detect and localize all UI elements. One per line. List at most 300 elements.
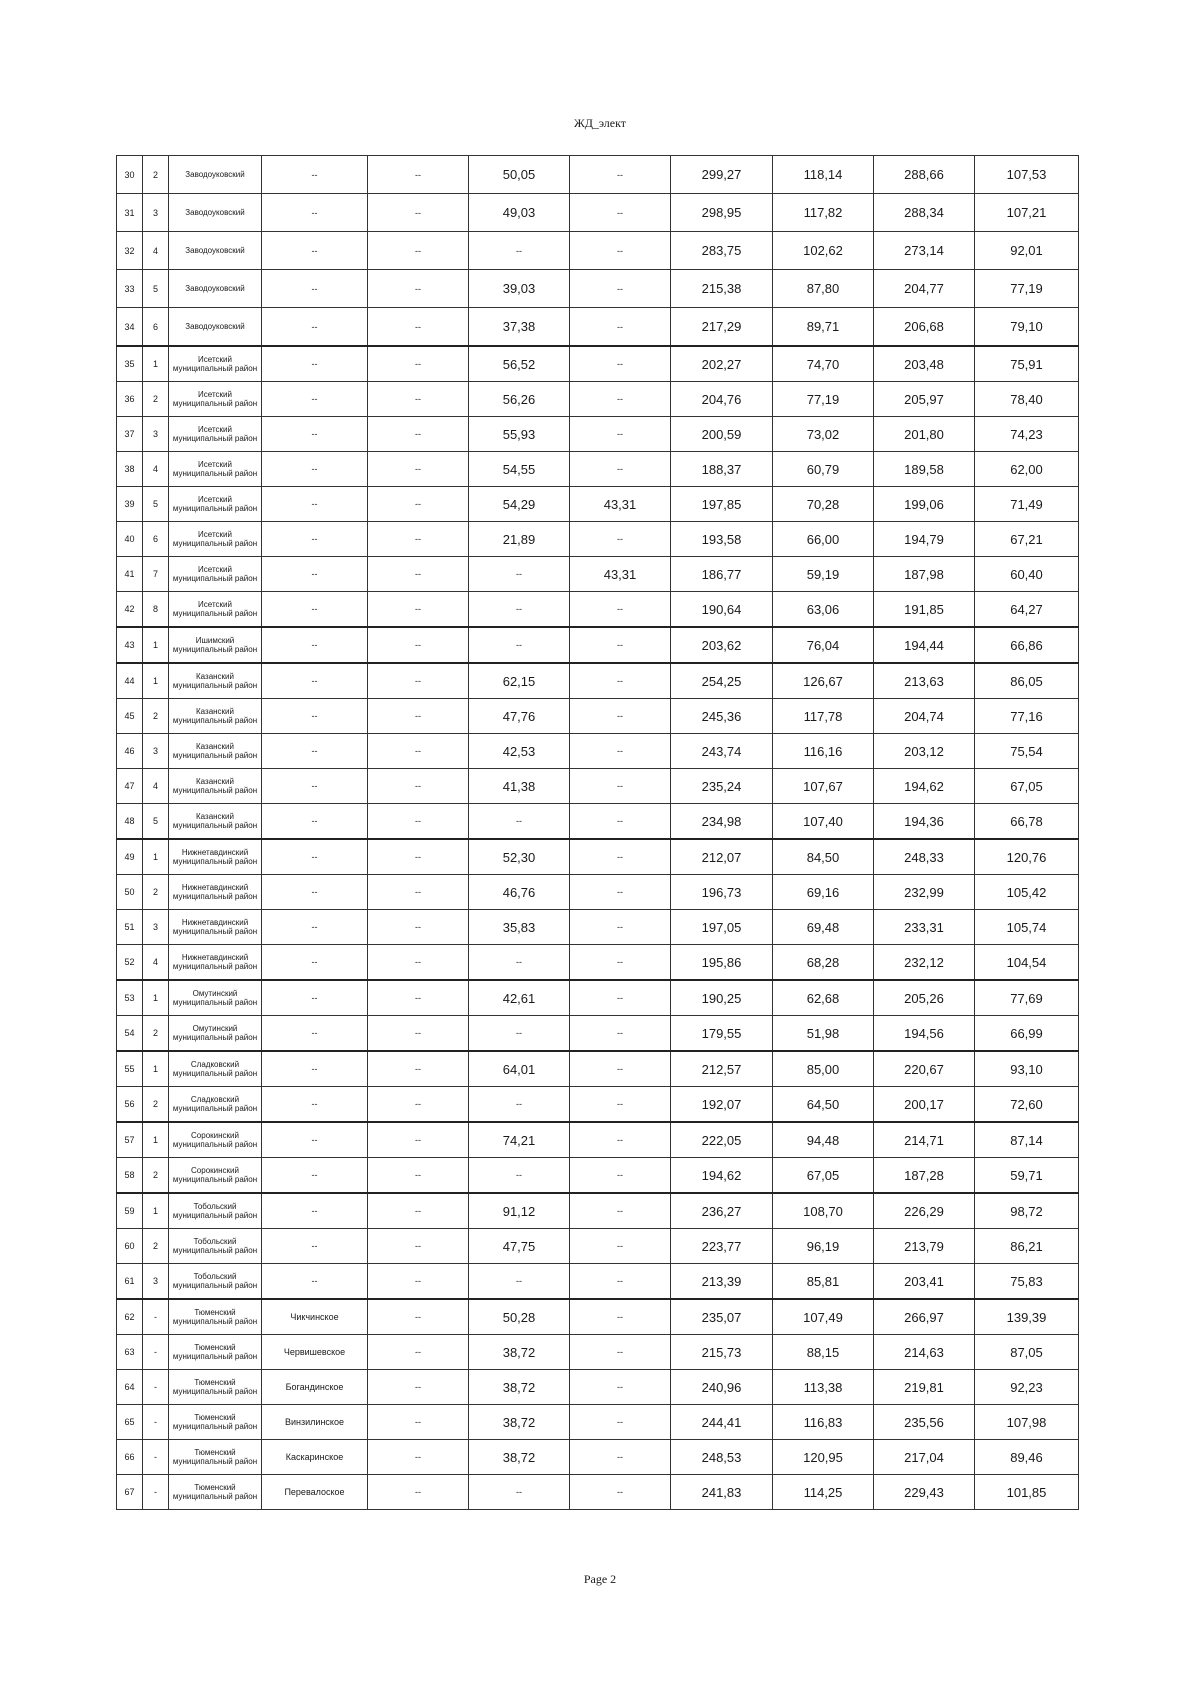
value-col-8: 202,27 [671, 346, 773, 382]
table-row [117, 627, 1079, 663]
value-col-5: -- [368, 1016, 469, 1052]
value-col-5: -- [368, 980, 469, 1016]
value-col-11: 87,14 [975, 1122, 1079, 1158]
district-name: Исетский муниципальный район [169, 487, 262, 522]
value-col-10: 189,58 [874, 452, 975, 487]
value-col-5: -- [368, 346, 469, 382]
value-col-9: 51,98 [773, 1016, 874, 1052]
row-number: 31 [117, 194, 143, 232]
value-col-6: 91,12 [469, 1193, 570, 1229]
value-col-7: -- [570, 1016, 671, 1052]
value-col-6: 46,76 [469, 875, 570, 910]
value-col-9: 94,48 [773, 1122, 874, 1158]
value-col-10: 273,14 [874, 232, 975, 270]
value-col-8: 203,62 [671, 627, 773, 663]
district-name: Казанский муниципальный район [169, 734, 262, 769]
table-row [117, 699, 1079, 734]
district-name: Казанский муниципальный район [169, 663, 262, 699]
value-col-5: -- [368, 308, 469, 347]
value-col-11: 75,91 [975, 346, 1079, 382]
value-col-5: -- [368, 487, 469, 522]
value-col-10: 194,79 [874, 522, 975, 557]
district-name: Тобольский муниципальный район [169, 1193, 262, 1229]
district-name: Нижнетавдинский муниципальный район [169, 945, 262, 981]
value-col-9: 116,16 [773, 734, 874, 769]
value-col-8: 222,05 [671, 1122, 773, 1158]
district-name: Нижнетавдинский муниципальный район [169, 875, 262, 910]
district-name: Исетский муниципальный район [169, 522, 262, 557]
value-col-8: 190,25 [671, 980, 773, 1016]
value-col-8: 195,86 [671, 945, 773, 981]
sub-number: 2 [143, 875, 169, 910]
settlement-name: Червишевское [262, 1335, 368, 1370]
value-col-11: 107,21 [975, 194, 1079, 232]
settlement-name: -- [262, 1051, 368, 1087]
row-number: 40 [117, 522, 143, 557]
district-name: Исетский муниципальный район [169, 346, 262, 382]
table-row [117, 839, 1079, 875]
value-col-9: 63,06 [773, 592, 874, 628]
value-col-10: 205,97 [874, 382, 975, 417]
value-col-6: 47,76 [469, 699, 570, 734]
row-number: 34 [117, 308, 143, 347]
value-col-5: -- [368, 804, 469, 840]
value-col-9: 85,00 [773, 1051, 874, 1087]
settlement-name: Перевалоское [262, 1475, 368, 1510]
value-col-7: -- [570, 804, 671, 840]
sub-number: 5 [143, 804, 169, 840]
value-col-11: 66,99 [975, 1016, 1079, 1052]
sub-number: 2 [143, 1016, 169, 1052]
value-col-10: 200,17 [874, 1087, 975, 1123]
district-name: Омутинский муниципальный район [169, 980, 262, 1016]
value-col-10: 232,12 [874, 945, 975, 981]
value-col-7: -- [570, 663, 671, 699]
value-col-11: 77,16 [975, 699, 1079, 734]
value-col-11: 139,39 [975, 1299, 1079, 1335]
settlement-name: -- [262, 980, 368, 1016]
value-col-5: -- [368, 522, 469, 557]
sub-number: 6 [143, 308, 169, 347]
value-col-6: 39,03 [469, 270, 570, 308]
value-col-7: -- [570, 1370, 671, 1405]
value-col-8: 212,07 [671, 839, 773, 875]
value-col-11: 79,10 [975, 308, 1079, 347]
sub-number: - [143, 1299, 169, 1335]
value-col-9: 60,79 [773, 452, 874, 487]
value-col-11: 72,60 [975, 1087, 1079, 1123]
sub-number: 2 [143, 382, 169, 417]
value-col-8: 186,77 [671, 557, 773, 592]
value-col-7: -- [570, 308, 671, 347]
settlement-name: -- [262, 1087, 368, 1123]
value-col-8: 197,85 [671, 487, 773, 522]
sub-number: 2 [143, 699, 169, 734]
table-row [117, 1264, 1079, 1300]
value-col-5: -- [368, 194, 469, 232]
settlement-name: -- [262, 194, 368, 232]
value-col-6: 64,01 [469, 1051, 570, 1087]
value-col-10: 233,31 [874, 910, 975, 945]
table-row [117, 1405, 1079, 1440]
value-col-7: -- [570, 910, 671, 945]
sub-number: 4 [143, 769, 169, 804]
value-col-8: 200,59 [671, 417, 773, 452]
table-row [117, 592, 1079, 628]
value-col-7: -- [570, 1440, 671, 1475]
value-col-7: -- [570, 156, 671, 194]
row-number: 64 [117, 1370, 143, 1405]
value-col-7: 43,31 [570, 557, 671, 592]
value-col-9: 113,38 [773, 1370, 874, 1405]
table-row [117, 1299, 1079, 1335]
value-col-9: 73,02 [773, 417, 874, 452]
sub-number: 6 [143, 522, 169, 557]
value-col-8: 215,38 [671, 270, 773, 308]
value-col-10: 214,63 [874, 1335, 975, 1370]
value-col-6: 50,05 [469, 156, 570, 194]
value-col-7: -- [570, 452, 671, 487]
settlement-name: -- [262, 804, 368, 840]
value-col-8: 190,64 [671, 592, 773, 628]
table-row [117, 1087, 1079, 1123]
value-col-8: 235,24 [671, 769, 773, 804]
value-col-11: 105,42 [975, 875, 1079, 910]
value-col-11: 86,05 [975, 663, 1079, 699]
value-col-6: 49,03 [469, 194, 570, 232]
value-col-11: 89,46 [975, 1440, 1079, 1475]
district-name: Сорокинский муниципальный район [169, 1122, 262, 1158]
value-col-10: 187,98 [874, 557, 975, 592]
sub-number: 3 [143, 910, 169, 945]
row-number: 55 [117, 1051, 143, 1087]
value-col-5: -- [368, 1475, 469, 1510]
value-col-9: 108,70 [773, 1193, 874, 1229]
settlement-name: -- [262, 699, 368, 734]
value-col-8: 179,55 [671, 1016, 773, 1052]
table-row [117, 232, 1079, 270]
value-col-10: 194,56 [874, 1016, 975, 1052]
table-row [117, 1475, 1079, 1510]
value-col-7: -- [570, 1335, 671, 1370]
row-number: 67 [117, 1475, 143, 1510]
settlement-name: -- [262, 308, 368, 347]
district-name: Исетский муниципальный район [169, 452, 262, 487]
value-col-8: 194,62 [671, 1158, 773, 1194]
sub-number: - [143, 1405, 169, 1440]
value-col-10: 226,29 [874, 1193, 975, 1229]
value-col-9: 69,48 [773, 910, 874, 945]
value-col-8: 192,07 [671, 1087, 773, 1123]
value-col-10: 191,85 [874, 592, 975, 628]
value-col-5: -- [368, 945, 469, 981]
value-col-9: 120,95 [773, 1440, 874, 1475]
settlement-name: -- [262, 769, 368, 804]
value-col-11: 64,27 [975, 592, 1079, 628]
value-col-11: 101,85 [975, 1475, 1079, 1510]
settlement-name: Чикчинское [262, 1299, 368, 1335]
row-number: 54 [117, 1016, 143, 1052]
value-col-6: 50,28 [469, 1299, 570, 1335]
value-col-9: 102,62 [773, 232, 874, 270]
table-row [117, 980, 1079, 1016]
district-name: Тобольский муниципальный район [169, 1229, 262, 1264]
table-row [117, 663, 1079, 699]
table-row [117, 1193, 1079, 1229]
sub-number: 5 [143, 270, 169, 308]
table-row [117, 875, 1079, 910]
value-col-11: 92,01 [975, 232, 1079, 270]
value-col-11: 59,71 [975, 1158, 1079, 1194]
value-col-8: 283,75 [671, 232, 773, 270]
row-number: 30 [117, 156, 143, 194]
row-number: 43 [117, 627, 143, 663]
row-number: 38 [117, 452, 143, 487]
settlement-name: Богандинское [262, 1370, 368, 1405]
row-number: 59 [117, 1193, 143, 1229]
value-col-8: 212,57 [671, 1051, 773, 1087]
value-col-6: 21,89 [469, 522, 570, 557]
value-col-6: 54,29 [469, 487, 570, 522]
value-col-11: 62,00 [975, 452, 1079, 487]
value-col-11: 71,49 [975, 487, 1079, 522]
district-name: Тобольский муниципальный район [169, 1264, 262, 1300]
sub-number: 3 [143, 734, 169, 769]
value-col-9: 96,19 [773, 1229, 874, 1264]
value-col-8: 223,77 [671, 1229, 773, 1264]
value-col-5: -- [368, 875, 469, 910]
row-number: 35 [117, 346, 143, 382]
value-col-10: 232,99 [874, 875, 975, 910]
value-col-5: -- [368, 1051, 469, 1087]
value-col-6: -- [469, 804, 570, 840]
sub-number: 4 [143, 452, 169, 487]
value-col-7: -- [570, 1158, 671, 1194]
value-col-9: 66,00 [773, 522, 874, 557]
settlement-name: -- [262, 945, 368, 981]
value-col-7: -- [570, 1051, 671, 1087]
sub-number: - [143, 1335, 169, 1370]
value-col-5: -- [368, 1158, 469, 1194]
value-col-5: -- [368, 1122, 469, 1158]
value-col-5: -- [368, 769, 469, 804]
table-row [117, 1016, 1079, 1052]
sub-number: 2 [143, 1087, 169, 1123]
value-col-6: 74,21 [469, 1122, 570, 1158]
sub-number: 3 [143, 1264, 169, 1300]
value-col-5: -- [368, 270, 469, 308]
value-col-5: -- [368, 557, 469, 592]
value-col-9: 68,28 [773, 945, 874, 981]
sub-number: 1 [143, 839, 169, 875]
value-col-6: -- [469, 627, 570, 663]
value-col-10: 194,44 [874, 627, 975, 663]
value-col-7: -- [570, 734, 671, 769]
settlement-name: -- [262, 452, 368, 487]
value-col-7: -- [570, 194, 671, 232]
value-col-11: 78,40 [975, 382, 1079, 417]
value-col-11: 66,78 [975, 804, 1079, 840]
value-col-5: -- [368, 592, 469, 628]
value-col-10: 201,80 [874, 417, 975, 452]
value-col-11: 67,05 [975, 769, 1079, 804]
value-col-10: 206,68 [874, 308, 975, 347]
value-col-5: -- [368, 382, 469, 417]
sub-number: - [143, 1475, 169, 1510]
value-col-7: -- [570, 1405, 671, 1440]
value-col-10: 219,81 [874, 1370, 975, 1405]
district-name: Казанский муниципальный район [169, 769, 262, 804]
settlement-name: -- [262, 875, 368, 910]
value-col-7: -- [570, 699, 671, 734]
value-col-10: 194,62 [874, 769, 975, 804]
row-number: 37 [117, 417, 143, 452]
district-name: Сладковский муниципальный район [169, 1051, 262, 1087]
value-col-6: 42,61 [469, 980, 570, 1016]
table-row [117, 1335, 1079, 1370]
settlement-name: -- [262, 592, 368, 628]
settlement-name: -- [262, 910, 368, 945]
table-row [117, 945, 1079, 981]
value-col-8: 245,36 [671, 699, 773, 734]
row-number: 63 [117, 1335, 143, 1370]
district-name: Заводоуковский [169, 156, 262, 194]
row-number: 42 [117, 592, 143, 628]
value-col-6: -- [469, 1087, 570, 1123]
sub-number: 1 [143, 627, 169, 663]
value-col-9: 114,25 [773, 1475, 874, 1510]
table-row [117, 1122, 1079, 1158]
value-col-5: -- [368, 839, 469, 875]
value-col-7: -- [570, 1193, 671, 1229]
row-number: 52 [117, 945, 143, 981]
row-number: 36 [117, 382, 143, 417]
sub-number: 1 [143, 1193, 169, 1229]
value-col-6: 42,53 [469, 734, 570, 769]
value-col-5: -- [368, 1405, 469, 1440]
value-col-7: -- [570, 980, 671, 1016]
value-col-9: 69,16 [773, 875, 874, 910]
value-col-10: 214,71 [874, 1122, 975, 1158]
value-col-7: -- [570, 592, 671, 628]
value-col-10: 235,56 [874, 1405, 975, 1440]
value-col-6: 56,52 [469, 346, 570, 382]
sub-number: 1 [143, 1051, 169, 1087]
value-col-9: 74,70 [773, 346, 874, 382]
value-col-8: 196,73 [671, 875, 773, 910]
district-name: Ишимский муниципальный район [169, 627, 262, 663]
district-name: Тюменский муниципальный район [169, 1370, 262, 1405]
value-col-9: 64,50 [773, 1087, 874, 1123]
value-col-5: -- [368, 232, 469, 270]
value-col-6: -- [469, 1264, 570, 1300]
settlement-name: -- [262, 1264, 368, 1300]
table-row [117, 769, 1079, 804]
table-row [117, 1440, 1079, 1475]
value-col-11: 77,69 [975, 980, 1079, 1016]
value-col-8: 213,39 [671, 1264, 773, 1300]
value-col-7: -- [570, 522, 671, 557]
value-col-11: 120,76 [975, 839, 1079, 875]
row-number: 49 [117, 839, 143, 875]
district-name: Сорокинский муниципальный район [169, 1158, 262, 1194]
table-row [117, 557, 1079, 592]
row-number: 46 [117, 734, 143, 769]
value-col-11: 66,86 [975, 627, 1079, 663]
value-col-6: 38,72 [469, 1440, 570, 1475]
settlement-name: -- [262, 839, 368, 875]
value-col-10: 203,48 [874, 346, 975, 382]
sub-number: 8 [143, 592, 169, 628]
district-name: Исетский муниципальный район [169, 382, 262, 417]
value-col-5: -- [368, 417, 469, 452]
sub-number: 5 [143, 487, 169, 522]
settlement-name: -- [262, 232, 368, 270]
value-col-5: -- [368, 627, 469, 663]
district-name: Тюменский муниципальный район [169, 1475, 262, 1510]
sub-number: 2 [143, 1158, 169, 1194]
district-name: Исетский муниципальный район [169, 592, 262, 628]
row-number: 32 [117, 232, 143, 270]
value-col-6: 37,38 [469, 308, 570, 347]
value-col-6: -- [469, 592, 570, 628]
table-row [117, 1051, 1079, 1087]
value-col-9: 117,82 [773, 194, 874, 232]
sub-number: 2 [143, 156, 169, 194]
value-col-5: -- [368, 734, 469, 769]
value-col-9: 76,04 [773, 627, 874, 663]
settlement-name: -- [262, 1193, 368, 1229]
value-col-7: -- [570, 1229, 671, 1264]
value-col-5: -- [368, 1440, 469, 1475]
data-table [116, 155, 1079, 1510]
settlement-name: -- [262, 487, 368, 522]
value-col-6: 54,55 [469, 452, 570, 487]
value-col-8: 197,05 [671, 910, 773, 945]
settlement-name: -- [262, 734, 368, 769]
value-col-8: 236,27 [671, 1193, 773, 1229]
district-name: Заводоуковский [169, 232, 262, 270]
value-col-7: -- [570, 875, 671, 910]
value-col-8: 241,83 [671, 1475, 773, 1510]
value-col-5: -- [368, 1193, 469, 1229]
value-col-9: 118,14 [773, 156, 874, 194]
value-col-11: 104,54 [975, 945, 1079, 981]
sub-number: 4 [143, 945, 169, 981]
value-col-5: -- [368, 1264, 469, 1300]
value-col-9: 126,67 [773, 663, 874, 699]
settlement-name: -- [262, 522, 368, 557]
value-col-11: 107,98 [975, 1405, 1079, 1440]
district-name: Исетский муниципальный район [169, 417, 262, 452]
value-col-6: 56,26 [469, 382, 570, 417]
district-name: Омутинский муниципальный район [169, 1016, 262, 1052]
row-number: 45 [117, 699, 143, 734]
value-col-8: 217,29 [671, 308, 773, 347]
value-col-7: -- [570, 417, 671, 452]
value-col-10: 194,36 [874, 804, 975, 840]
sub-number: 7 [143, 557, 169, 592]
table-row [117, 1229, 1079, 1264]
table-row [117, 156, 1079, 194]
value-col-6: -- [469, 1158, 570, 1194]
sub-number: 4 [143, 232, 169, 270]
value-col-5: -- [368, 1299, 469, 1335]
value-col-7: -- [570, 1122, 671, 1158]
district-name: Заводоуковский [169, 308, 262, 347]
value-col-6: 38,72 [469, 1405, 570, 1440]
value-col-9: 107,67 [773, 769, 874, 804]
